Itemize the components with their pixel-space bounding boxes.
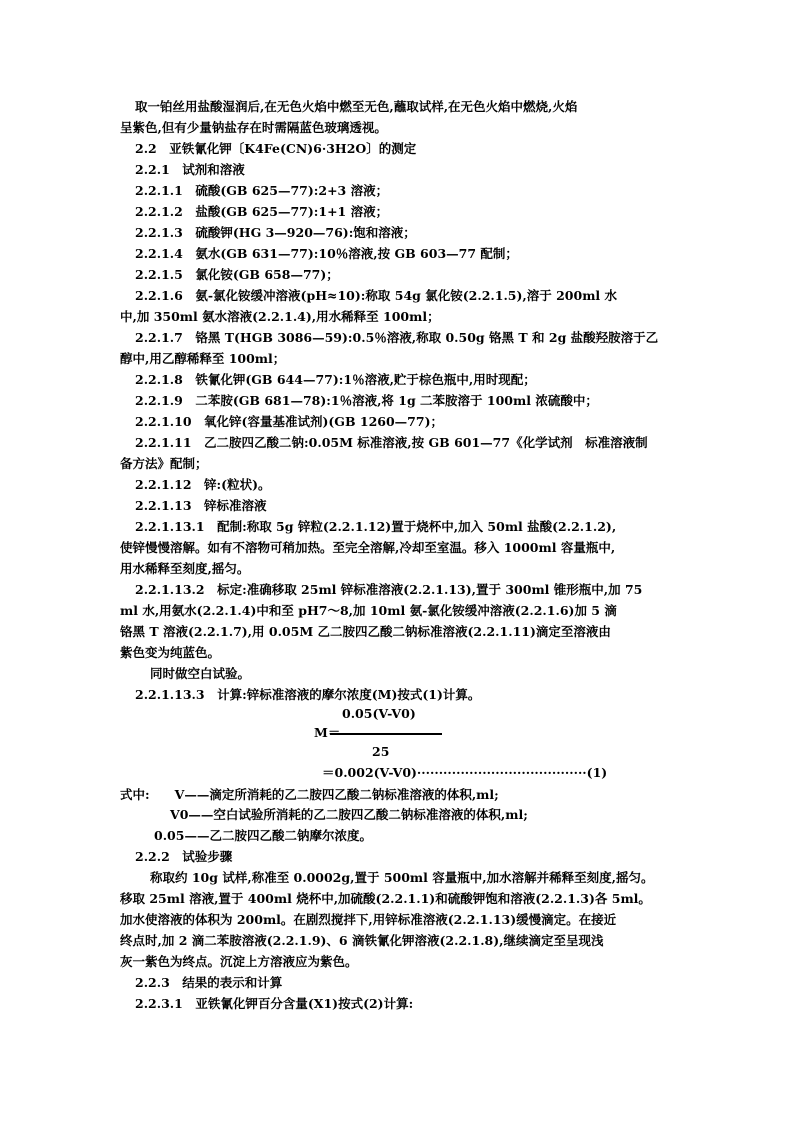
- reagent-item: 2.2.1.7 铬黑 T(HGB 3086—59):0.5％溶液,称取 0.50g 铬黑 T 和 2g 盐酸羟胺溶于乙: [135, 330, 659, 345]
- formula-result: ＝0.002(V-V0)·······································(1): [322, 765, 608, 780]
- reagent-item: 2.2.1.4 氨水(GB 631—77):10％溶液,按 GB 603—77 配制；: [135, 246, 518, 261]
- text-line: 备方法》配制；: [120, 456, 208, 471]
- reagent-item: 2.2.1.12 锌:(粒状)。: [135, 477, 271, 492]
- section-heading: 2.2.2 试验步骤: [135, 849, 233, 864]
- text-line: 呈紫色,但有少量钠盐存在时需隔蓝色玻璃透视。: [120, 120, 387, 135]
- formula-legend: 0.05——乙二胺四乙酸二钠摩尔浓度。: [154, 828, 372, 843]
- section-heading: 2.2.3 结果的表示和计算: [135, 975, 283, 990]
- reagent-item: 2.2.1.10 氧化锌(容量基准试剂)(GB 1260—77)；: [135, 414, 443, 429]
- text-line: 醇中,用乙醇稀释至 100ml；: [120, 351, 286, 366]
- text-line: ml 水,用氨水(2.2.1.4)中和至 pH7～8,加 10ml 氨-氯化铵缓冲溶液(2.2.1.6)加 5 滴: [120, 603, 617, 618]
- text-line: 移取 25ml 溶液,置于 400ml 烧杯中,加硫酸(2.2.1.1)和硫酸钾饱和溶液(2.2.1.3)各 5ml。: [120, 891, 651, 906]
- procedure-item: 2.2.1.13.3 计算:锌标准溶液的摩尔浓度(M)按式(1)计算。: [135, 687, 481, 702]
- text-line: 用水稀释至刻度,摇匀。: [120, 561, 250, 576]
- reagent-item: 2.2.1.3 硫酸钾(HG 3—920—76):饱和溶液；: [135, 225, 416, 240]
- reagent-item: 2.2.1.2 盐酸(GB 625—77):1+1 溶液；: [135, 204, 389, 219]
- formula-numerator: 0.05(V-V0): [342, 706, 416, 721]
- reagent-item: 2.2.1.5 氯化铵(GB 658—77)；: [135, 267, 339, 282]
- reagent-item: 2.2.1.6 氨-氯化铵缓冲溶液(pH≈10):称取 54g 氯化铵(2.2.1.5),溶于 200ml 水: [135, 288, 618, 303]
- fraction-bar: [330, 733, 442, 735]
- text-line: 取一铂丝用盐酸湿润后,在无色火焰中燃至无色,蘸取试样,在无色火焰中燃烧,火焰: [135, 99, 578, 114]
- procedure-item: 2.2.3.1 亚铁氰化钾百分含量(X1)按式(2)计算:: [135, 996, 414, 1011]
- text-line: 紫色变为纯蓝色。: [120, 645, 221, 660]
- formula-lhs: M＝: [314, 725, 341, 740]
- reagent-item: 2.2.1.8 铁氰化钾(GB 644—77):1％溶液,贮于棕色瓶中,用时现配；: [135, 372, 536, 387]
- reagent-item: 2.2.1.13 锌标准溶液: [135, 498, 267, 513]
- section-heading: 2.2.1 试剂和溶液: [135, 162, 245, 177]
- text-line: 中,加 350ml 氨水溶液(2.2.1.4),用水稀释至 100ml；: [120, 309, 440, 324]
- formula-legend: V0——空白试验所消耗的乙二胺四乙酸二钠标准溶液的体积,ml;: [170, 807, 528, 822]
- text-line: 铬黑 T 溶液(2.2.1.7),用 0.05M 乙二胺四乙酸二钠标准溶液(2.2.1.11)滴定至溶液由: [120, 624, 611, 639]
- section-heading: 2.2 亚铁氰化钾〔K4Fe(CN)6·3H2O〕的测定: [135, 141, 417, 156]
- procedure-item: 2.2.1.13.1 配制:称取 5g 锌粒(2.2.1.12)置于烧杯中,加入 50ml 盐酸(2.2.1.2),: [135, 519, 617, 534]
- reagent-item: 2.2.1.9 二苯胺(GB 681—78):1％溶液,将 1g 二苯胺溶于 100ml 浓硫酸中；: [135, 393, 598, 408]
- text-line: 终点时,加 2 滴二苯胺溶液(2.2.1.9)、6 滴铁氰化钾溶液(2.2.1.8),继续滴定至呈现浅: [120, 933, 604, 948]
- reagent-item: 2.2.1.1 硫酸(GB 625—77):2+3 溶液；: [135, 183, 389, 198]
- text-line: 加水使溶液的体积为 200ml。在剧烈搅拌下,用锌标准溶液(2.2.1.13)缓慢滴定。在接近: [120, 912, 617, 927]
- formula-legend: 式中: V——滴定所消耗的乙二胺四乙酸二钠标准溶液的体积,ml;: [120, 787, 499, 802]
- procedure-item: 2.2.1.13.2 标定:准确移取 25ml 锌标准溶液(2.2.1.13),置于 300ml 锥形瓶中,加 75: [135, 582, 643, 597]
- formula-denominator: 25: [372, 744, 390, 759]
- text-line: 灰一紫色为终点。沉淀上方溶液应为紫色。: [120, 954, 358, 969]
- reagent-item: 2.2.1.11 乙二胺四乙酸二钠:0.05M 标准溶液,按 GB 601—77《化学试剂 标准溶液制: [135, 435, 648, 450]
- text-line: 称取约 10g 试样,称准至 0.0002g,置于 500ml 容量瓶中,加水溶解并稀释至刻度,摇匀。: [150, 870, 654, 885]
- text-line: 使锌慢慢溶解。如有不溶物可稍加热。至完全溶解,冷却至室温。移入 1000ml 容量瓶中,: [120, 540, 616, 555]
- text-line: 同时做空白试验。: [150, 666, 251, 681]
